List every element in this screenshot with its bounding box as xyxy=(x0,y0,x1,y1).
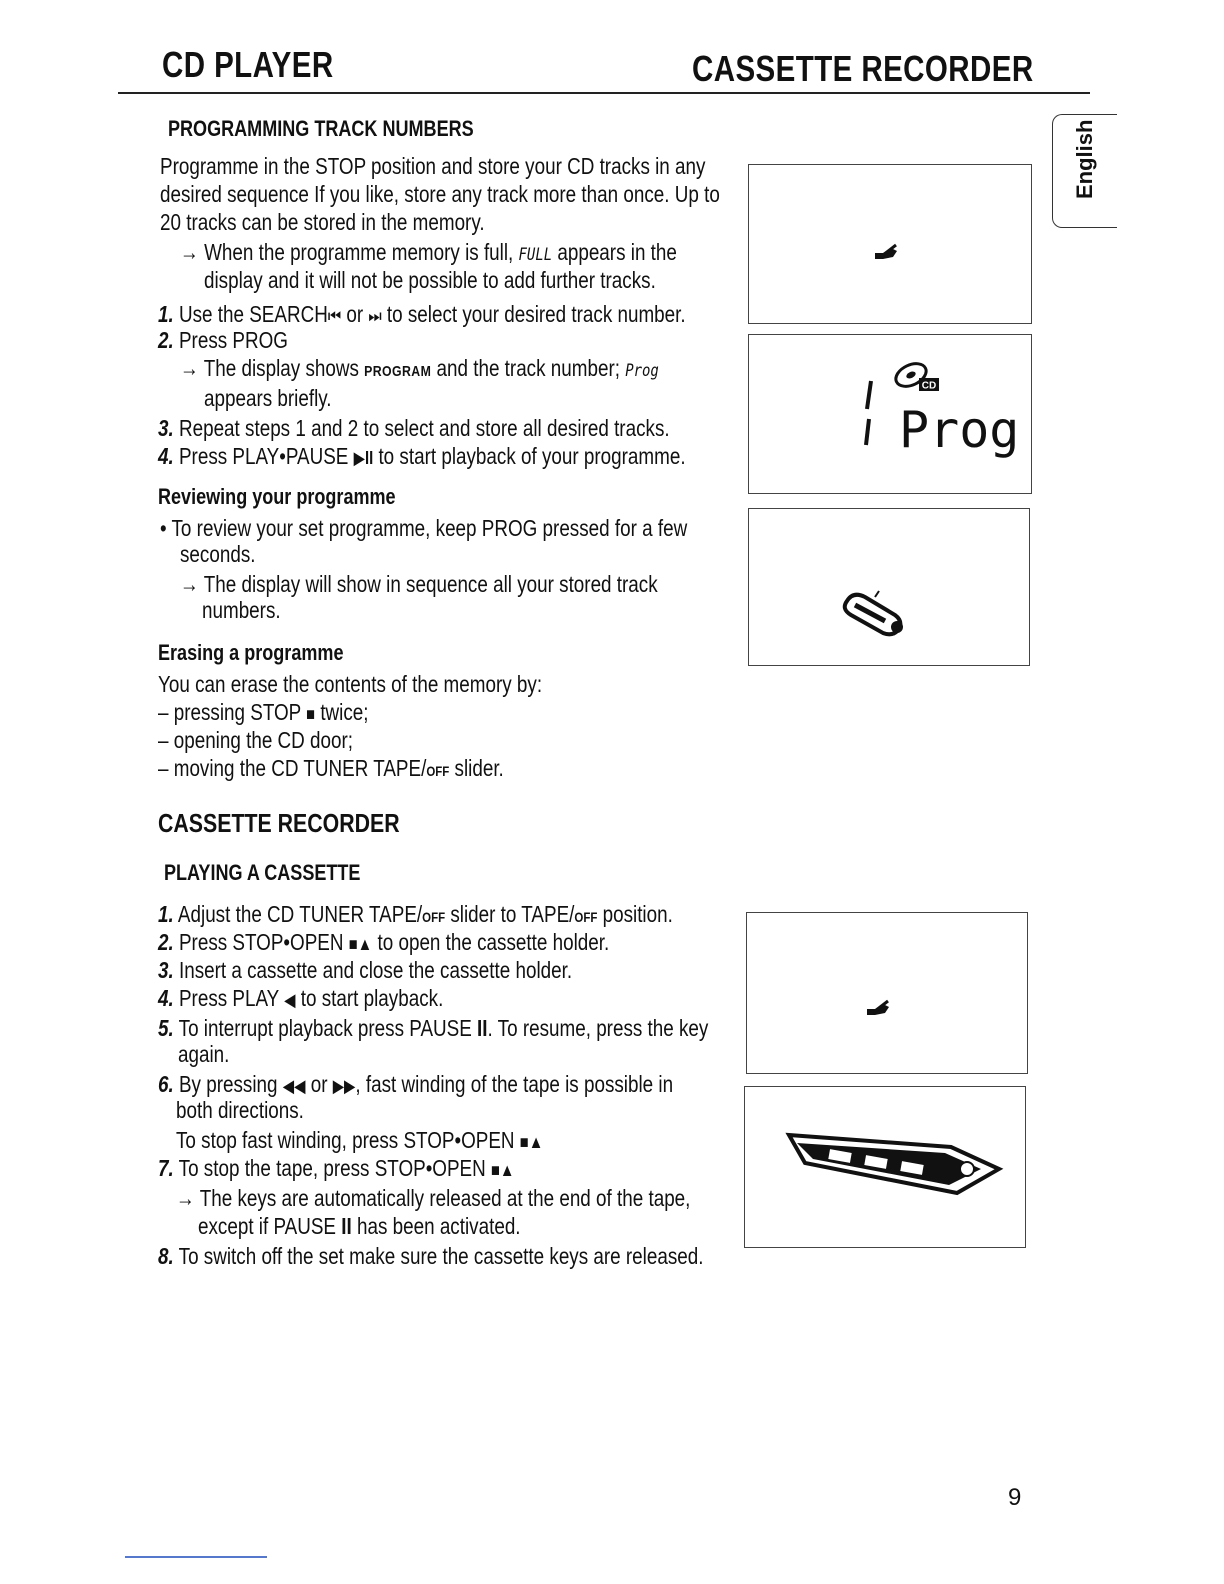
figure-prog-display xyxy=(748,334,1032,494)
figure-cassette xyxy=(744,1086,1026,1248)
footer-link-line xyxy=(125,1556,267,1558)
erasing-intro: You can erase the contents of the memory by: xyxy=(158,671,543,697)
cd-disc-icon xyxy=(892,359,939,391)
cassette-step-1: 1. Adjust the CD TUNER TAPE/OFF slider to TAPE/OFF position. xyxy=(158,901,673,927)
pause-icon: II xyxy=(477,1015,488,1041)
programming-step-2: 2. Press PROG xyxy=(158,327,288,353)
cassette-step-3: 3. Insert a cassette and close the cassette holder. xyxy=(158,957,573,983)
figure-hand-cd xyxy=(748,508,1030,666)
cassette-section-heading: CASSETTE RECORDER xyxy=(158,808,400,838)
header-left-title: CD PLAYER xyxy=(162,44,334,85)
play-pause-icon: ▶II xyxy=(353,448,374,468)
hand-pointer-icon xyxy=(747,913,1027,1073)
reviewing-note: → The display will show in sequence all your stored track xyxy=(180,571,658,597)
erasing-item-2: – opening the CD door; xyxy=(158,727,354,753)
cassette-step-7-note: → The keys are automatically released at the end of the tape, xyxy=(176,1185,691,1211)
full-note-line: → When the programme memory is full, FULL appears in the xyxy=(180,239,677,265)
cassette-step-6: 6. By pressing ◀◀ or ▶▶, fast winding of the tape is possible in xyxy=(158,1071,674,1097)
cassette-step-7: 7. To stop the tape, press STOP•OPEN ■▲ xyxy=(158,1155,515,1181)
full-display-text: FULL xyxy=(518,245,553,265)
play-icon: ◀ xyxy=(284,990,296,1010)
cassette-step-4: 4. Press PLAY ◀ to start playback. xyxy=(158,985,444,1011)
programming-step-4: 4. Press PLAY•PAUSE ▶II to start playback of your programme. xyxy=(158,443,686,469)
search-next-icon: ⏭ xyxy=(368,306,382,326)
prog-display-segments: Prog xyxy=(899,401,1020,459)
reviewing-note-2: numbers. xyxy=(202,597,281,623)
language-label: English xyxy=(1072,119,1097,199)
figure-hand-press-1 xyxy=(748,164,1032,324)
cassette-step-8: 8. To switch off the set make sure the cassette keys are released. xyxy=(158,1243,704,1269)
reviewing-heading: Reviewing your programme xyxy=(158,484,396,509)
rewind-icon: ◀◀ xyxy=(282,1076,306,1096)
hand-pointer-icon xyxy=(749,165,1031,323)
programming-heading: PROGRAMMING TRACK NUMBERS xyxy=(168,116,474,141)
full-note-line-2: display and it will not be possible to add further tracks. xyxy=(204,267,656,293)
cassette-step-7-note-2: except if PAUSE II has been activated. xyxy=(198,1213,521,1239)
erasing-item-3: – moving the CD TUNER TAPE/OFF slider. xyxy=(158,755,504,781)
cassette-step-2: 2. Press STOP•OPEN ■▲ to open the cassette holder. xyxy=(158,929,610,955)
cassette-tape-icon xyxy=(745,1087,1025,1247)
stop-open-icon: ■▲ xyxy=(490,1160,515,1180)
language-tab[interactable] xyxy=(1052,114,1117,228)
cassette-step-6-stop: To stop fast winding, press STOP•OPEN ■▲ xyxy=(176,1127,544,1153)
search-prev-icon: ⏮ xyxy=(327,306,342,326)
programming-step-1: 1. Use the SEARCH⏮ or ⏭ to select your desired track number. xyxy=(158,301,686,327)
stop-open-icon: ■▲ xyxy=(348,934,373,954)
programming-intro-2: desired sequence If you like, store any track more than once. Up to xyxy=(160,181,720,207)
erasing-heading: Erasing a programme xyxy=(158,640,344,665)
figure-hand-press-2 xyxy=(746,912,1028,1074)
stop-open-icon: ■▲ xyxy=(519,1132,544,1152)
prog-display-text: Prog xyxy=(625,361,659,381)
cassette-step-5: 5. To interrupt playback press PAUSE II. To resume, press the key xyxy=(158,1015,709,1041)
cassette-step-5-cont: again. xyxy=(178,1041,230,1067)
playing-cassette-heading: PLAYING A CASSETTE xyxy=(164,860,361,885)
erasing-item-1: – pressing STOP ■ twice; xyxy=(158,699,369,725)
hand-disc-icon xyxy=(749,509,1029,665)
pause-icon: II xyxy=(341,1213,352,1239)
cassette-step-6-cont: both directions. xyxy=(176,1097,304,1123)
cd-badge-text: CD xyxy=(921,380,937,392)
stop-icon: ■ xyxy=(306,704,316,724)
programming-step-2-note-2: appears briefly. xyxy=(204,385,332,411)
reviewing-bullet: • To review your set programme, keep PROG pressed for a few xyxy=(160,515,688,541)
page-number: 9 xyxy=(1008,1484,1022,1511)
reviewing-bullet-2: seconds. xyxy=(180,541,256,567)
header-rule xyxy=(118,92,1090,94)
fast-forward-icon: ▶▶ xyxy=(332,1076,356,1096)
programming-step-3: 3. Repeat steps 1 and 2 to select and store all desired tracks. xyxy=(158,415,670,441)
programming-intro-1: Programme in the STOP position and store your CD tracks in any xyxy=(160,153,706,179)
programming-intro-3: 20 tracks can be stored in the memory. xyxy=(160,209,485,235)
header-right-title: CASSETTE RECORDER xyxy=(692,48,1034,89)
programming-step-2-note: → The display shows PROGRAM and the track number; Prog xyxy=(180,355,659,381)
